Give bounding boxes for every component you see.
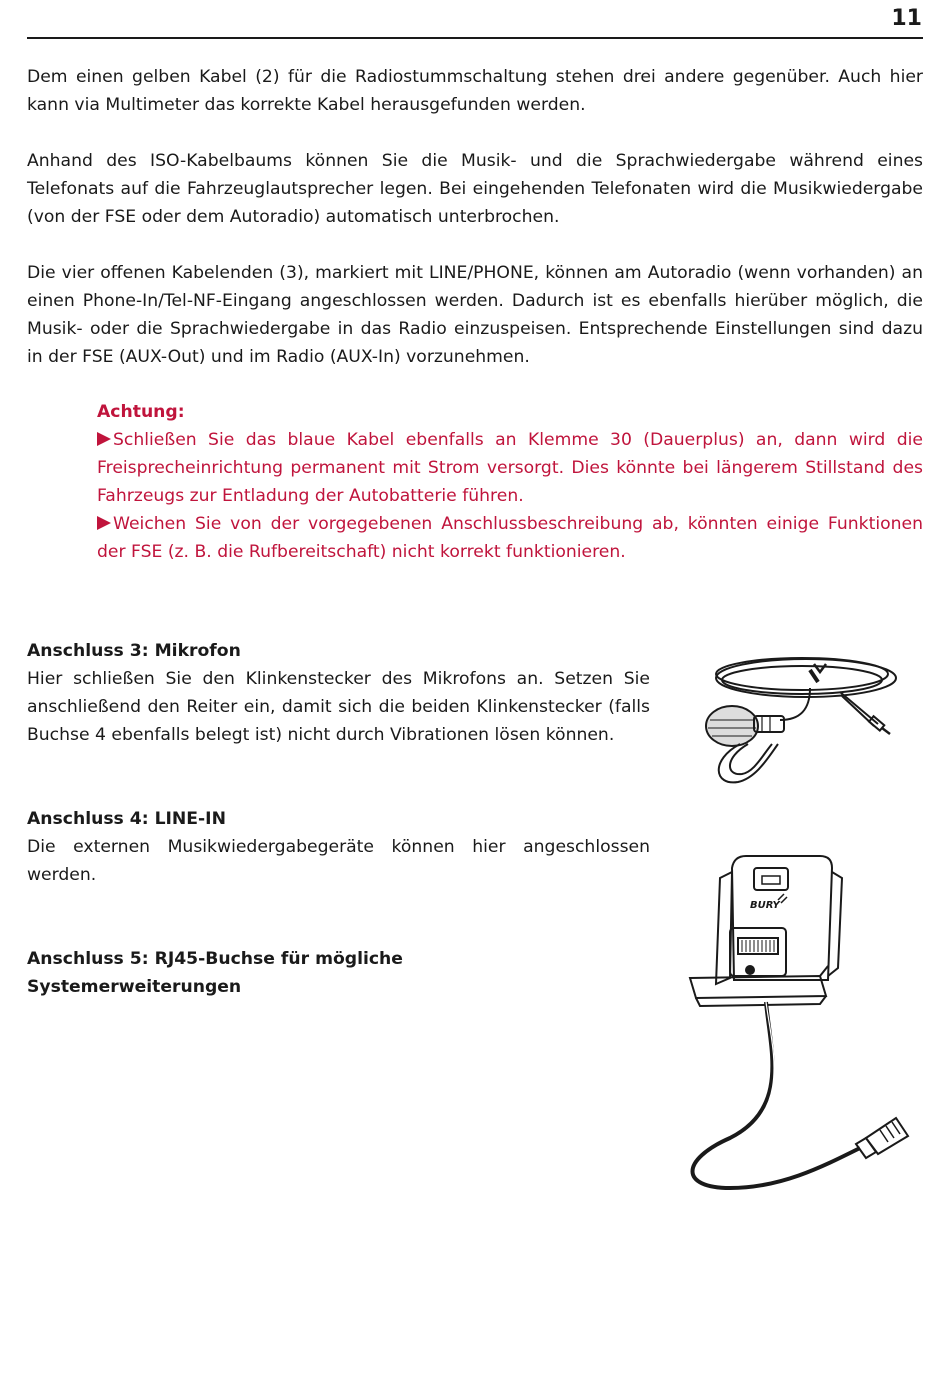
paragraph-yellow-cable: Dem einen gelben Kabel (2) für die Radiostummschaltung stehen drei andere gegenüber. Auch hier kann via Multimeter das korrekte Kabel herausgefunden werden.: [27, 67, 923, 115]
header-rule: [27, 37, 923, 39]
section-body-mikrofon: Hier schließen Sie den Klinkenstecker des Mikrofons an. Setzen Sie anschließend den Reiter ein, damit sich die beiden Klinkenstecker (falls Buchse 4 ebenfalls belegt ist) nicht durch Vibrationen lösen können.: [27, 669, 650, 745]
warning-item-text: Weichen Sie von der vorgegebenen Anschlussbeschreibung ab, könnten einige Funktionen der FSE (z. B. die Rufbereitschaft) nicht korrekt funktionieren.: [97, 514, 923, 562]
microphone-illustration: [690, 640, 910, 794]
warning-list: [97, 426, 923, 566]
section-title-mikrofon: Anschluss 3: Mikrofon: [27, 641, 241, 661]
warning-item: [97, 426, 923, 510]
section-title-line-in: Anschluss 4: LINE-IN: [27, 809, 226, 829]
paragraph-line-phone: Die vier offenen Kabelenden (3), markiert mit LINE/PHONE, können am Autoradio (wenn vorhanden) an einen Phone-In/Tel-NF-Eingang angeschlossen werden. Dadurch ist es ebenfalls hierüber möglich, die Musik- oder die Sprachwiedergabe in das Radio einzuspeisen. Entsprechende Einstellungen sind dazu in der FSE (AUX-Out) und im Radio (AUX-In) vorzunehmen.: [27, 263, 923, 367]
triangle-bullet-icon: [97, 516, 111, 530]
bury-logo-text: BURY: [750, 900, 780, 911]
cradle-illustration: [670, 848, 910, 1222]
paragraph-iso-harness: Anhand des ISO-Kabelbaums können Sie die Musik- und die Sprachwiedergabe während eines Telefonats auf die Fahrzeuglautsprecher legen. Bei eingehenden Telefonaten wird die Musikwiedergabe (von der FSE oder dem Autoradio) automatisch unterbrochen.: [27, 151, 923, 227]
section-title-rj45: Anschluss 5: RJ45-Buchse für mögliche Systemerweiterungen: [27, 949, 403, 997]
page-number: 11: [891, 6, 922, 31]
triangle-bullet-icon: [97, 432, 111, 446]
section-body-line-in: Die externen Musikwiedergabegeräte können hier angeschlossen werden.: [27, 837, 650, 885]
warning-item: [97, 510, 923, 566]
warning-item-text: Schließen Sie das blaue Kabel ebenfalls an Klemme 30 (Dauerplus) an, dann wird die Freisprecheinrichtung permanent mit Strom versorgt. Dies könnte bei längerem Stillstand des Fahrzeugs zur Entladung der Autobatterie führen.: [97, 430, 923, 506]
warning-title: Achtung:: [97, 402, 185, 422]
